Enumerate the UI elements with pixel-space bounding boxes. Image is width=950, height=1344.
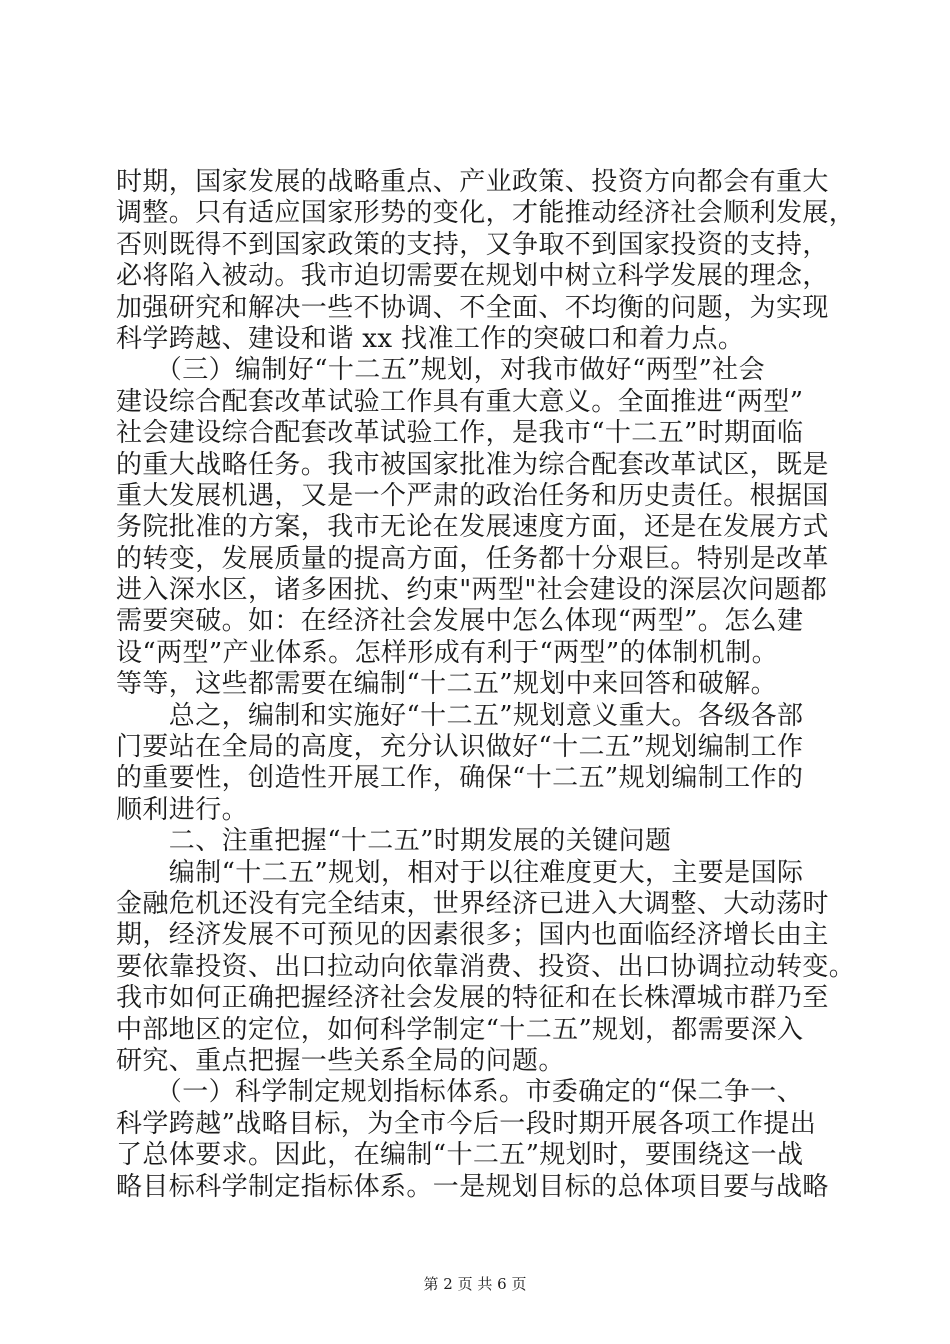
text-line: 建设综合配套改革试验工作具有重大意义。全面推进“两型” — [116, 386, 804, 417]
text-line: （一）科学制定规划指标体系。市委确定的“保二争一、 — [116, 1077, 804, 1108]
text-line: 金融危机还没有完全结束，世界经济已进入大调整、大动荡时 — [116, 888, 829, 919]
text-line: 要依靠投资、出口拉动向依靠消费、投资、出口协调拉动转变。 — [116, 951, 856, 982]
text-line: 了总体要求。因此，在编制“十二五”规划时，要围绕这一战 — [116, 1140, 804, 1171]
text-line: 研究、重点把握一些关系全局的问题。 — [116, 1045, 565, 1076]
page-number-footer: 第 2 页 共 6 页 — [423, 1275, 527, 1293]
section-heading: 二、注重把握“十二五”时期发展的关键问题 — [116, 826, 672, 857]
text-line: 等等，这些都需要在编制“十二五”规划中来回答和破解。 — [116, 669, 777, 700]
text-line: 否则既得不到国家政策的支持，又争取不到国家投资的支持， — [116, 229, 829, 260]
text-line: 我市如何正确把握经济社会发展的特征和在长株潭城市群乃至 — [116, 983, 829, 1014]
text-line: 时期，国家发展的战略重点、产业政策、投资方向都会有重大 — [116, 167, 829, 197]
document-body — [116, 167, 856, 1203]
text-line: 重大发展机遇，又是一个严肃的政治任务和历史责任。根据国 — [116, 480, 829, 511]
text-line: 科学跨越、建设和谐 xx 找准工作的突破口和着力点。 — [116, 323, 745, 354]
text-line: 社会建设综合配套改革试验工作，是我市“十二五”时期面临 — [116, 418, 804, 449]
text-line: 期，经济发展不可预见的因素很多；国内也面临经济增长由主 — [116, 920, 829, 951]
text-line: （三）编制好“十二五”规划，对我市做好“两型”社会 — [116, 355, 765, 386]
text-line: 门要站在全局的高度，充分认识做好“十二五”规划编制工作 — [116, 732, 804, 763]
text-line: 中部地区的定位，如何科学制定“十二五”规划，都需要深入 — [116, 1014, 804, 1045]
text-line: 务院批准的方案，我市无论在发展速度方面，还是在发展方式 — [116, 512, 829, 543]
text-line: 调整。只有适应国家形势的变化，才能推动经济社会顺利发展， — [116, 198, 856, 229]
text-line: 略目标科学制定指标体系。一是规划目标的总体项目要与战略 — [116, 1171, 829, 1202]
text-line: 加强研究和解决一些不协调、不全面、不均衡的问题，为实现 — [116, 292, 829, 323]
text-line: 顺利进行。 — [116, 794, 249, 825]
text-line: 的转变，发展质量的提高方面，任务都十分艰巨。特别是改革 — [116, 543, 829, 574]
text-line: 的重大战略任务。我市被国家批准为综合配套改革试区，既是 — [116, 449, 829, 480]
text-line: 需要突破。如：在经济社会发展中怎么体现“两型”。怎么建 — [116, 606, 804, 637]
text-line: 必将陷入被动。我市迫切需要在规划中树立科学发展的理念， — [116, 261, 829, 292]
text-line: 的重要性，创造性开展工作，确保“十二五”规划编制工作的 — [116, 763, 804, 794]
text-line: 进入深水区，诸多困扰、约束"两型"社会建设的深层次问题都 — [116, 575, 828, 606]
text-line: 编制“十二五”规划，相对于以往难度更大，主要是国际 — [116, 857, 804, 888]
text-line: 设“两型”产业体系。怎样形成有利于“两型”的体制机制。 — [116, 637, 778, 668]
text-line: 总之，编制和实施好“十二五”规划意义重大。各级各部 — [116, 700, 804, 731]
text-line: 科学跨越”战略目标，为全市今后一段时期开展各项工作提出 — [116, 1108, 817, 1139]
